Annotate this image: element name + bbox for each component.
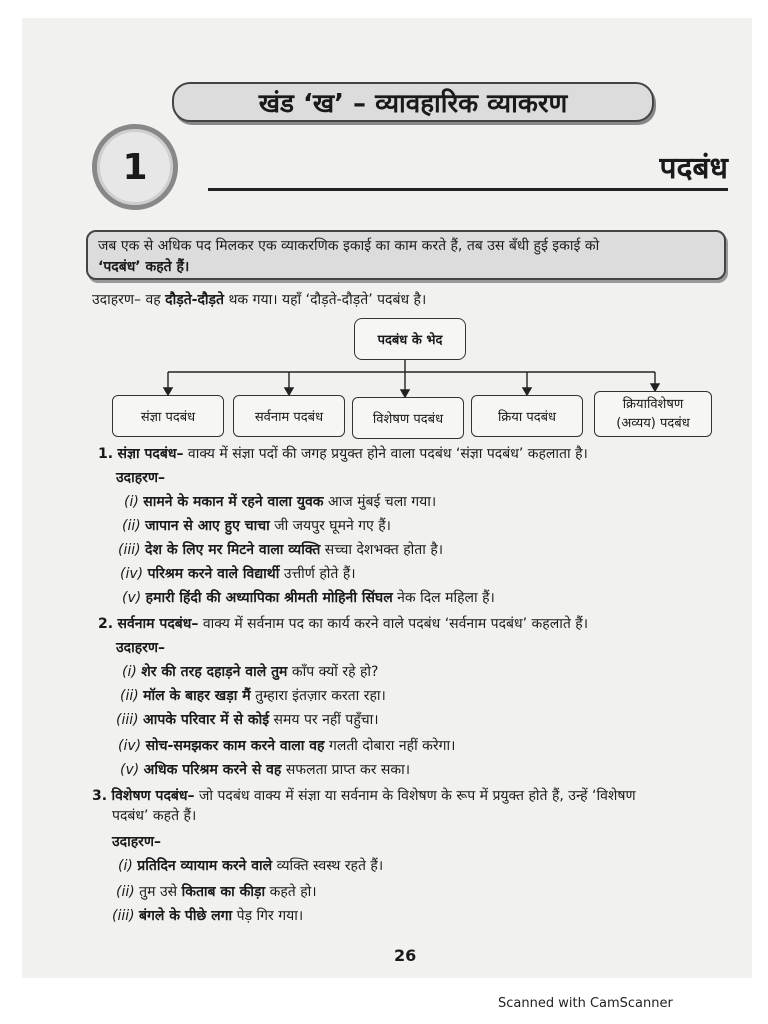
ex-rest: काँप क्यों रहे हो? (291, 664, 379, 680)
ex-bold: जापान से आए हुए चाचा (145, 518, 270, 534)
roman: (v) (122, 590, 142, 606)
roman: (ii) (116, 884, 135, 900)
ex-rest: गलती दोबारा नहीं करेगा। (328, 738, 456, 754)
kriyavisheshan-line-1: क्रियाविशेषण (622, 397, 684, 412)
ex-bold: किताब का कीड़ा (181, 884, 266, 900)
section-3-heading (92, 786, 636, 806)
kriyavisheshan-line-2: (अव्यय) पदबंध (616, 416, 690, 431)
roman: (ii) (122, 518, 141, 534)
ex-rest: तुम उसे (139, 884, 178, 900)
chapter-title: पदबंध (659, 151, 728, 186)
roman: (iv) (120, 566, 144, 582)
s1-example-5 (122, 588, 495, 608)
ex-bold: सामने के मकान में रहने वाला युवक (143, 494, 324, 510)
example-bold: दौड़ते-दौड़ते (165, 292, 225, 308)
ex-bold: अधिक परिश्रम करने से वह (143, 762, 282, 778)
ex-rest: जी जयपुर घूमने गए हैं। (274, 518, 391, 534)
section-1-examples-label: उदाहरण– (116, 470, 166, 486)
ex-rest: उत्तीर्ण होते हैं। (283, 566, 356, 582)
roman: (iii) (116, 712, 139, 728)
hierarchy-child-visheshan: विशेषण पदबंध (352, 397, 464, 439)
ex-bold: देश के लिए मर मिटने वाला व्यक्ति (145, 542, 321, 558)
roman: (i) (122, 664, 137, 680)
example-label: उदाहरण– (92, 292, 142, 308)
ex-bold: परिश्रम करने वाले विद्यार्थी (147, 566, 280, 582)
roman: (i) (118, 858, 133, 874)
s1-example-1 (124, 492, 436, 512)
s1-example-2 (122, 516, 391, 536)
ex-bold: हमारी हिंदी की अध्यापिका श्रीमती मोहिनी सिंघल (145, 590, 393, 606)
section-1-term: संज्ञा पदबंध– (117, 446, 184, 462)
chapter-number-badge: 1 (92, 124, 178, 210)
section-2-num: 2. (98, 616, 114, 632)
ex-rest-2: कहते हो। (269, 884, 317, 900)
ex-bold: शेर की तरह दहाड़ने वाले तुम (141, 664, 288, 680)
definition-line-1: जब एक से अधिक पद मिलकर एक व्याकरणिक इकाई का काम करते हैं, तब उस बँधी हुई इकाई को (98, 238, 600, 254)
page-number: 26 (394, 946, 417, 965)
hierarchy-child-sangya: संज्ञा पदबंध (112, 395, 224, 437)
example-pre: वह (145, 292, 161, 308)
ex-bold: मॉल के बाहर खड़ा मैं (143, 688, 251, 704)
roman: (iii) (118, 542, 141, 558)
section-2-examples-label: उदाहरण– (116, 640, 166, 656)
section-1-heading (98, 444, 588, 464)
hierarchy-root: पदबंध के भेद (354, 318, 466, 360)
s1-example-4 (120, 564, 356, 584)
roman: (iii) (112, 908, 135, 924)
section-3-text: जो पदबंध वाक्य में संज्ञा या सर्वनाम के विशेषण के रूप में प्रयुक्त होते हैं, उन्हें ‘विशेषण (198, 788, 636, 804)
example-post: थक गया। यहाँ ‘दौड़ते-दौड़ते’ पदबंध है। (228, 292, 427, 308)
ex-rest: सच्चा देशभक्त होता है। (324, 542, 444, 558)
section-3-text-cont: पदबंध’ कहते हैं। (112, 808, 197, 824)
ex-rest: समय पर नहीं पहुँचा। (273, 712, 379, 728)
s2-example-1 (122, 662, 378, 682)
s3-example-2 (116, 882, 317, 902)
ex-rest: नेक दिल महिला हैं। (397, 590, 495, 606)
ex-rest: तुम्हारा इंतज़ार करता रहा। (255, 688, 386, 704)
s2-example-4 (118, 736, 455, 756)
hierarchy-child-kriyavisheshan (594, 391, 712, 437)
section-3-term: विशेषण पदबंध– (111, 788, 195, 804)
section-1-text: वाक्य में संज्ञा पदों की जगह प्रयुक्त होने वाला पदबंध ‘संज्ञा पदबंध’ कहलाता है। (187, 446, 588, 462)
ex-bold: आपके परिवार में से कोई (143, 712, 270, 728)
section-3-num: 3. (92, 788, 108, 804)
roman: (ii) (120, 688, 139, 704)
section-2-heading (98, 614, 588, 634)
section-2-text: वाक्य में सर्वनाम पद का कार्य करने वाले पदबंध ‘सर्वनाम पदबंध’ कहलाते हैं। (202, 616, 589, 632)
roman: (i) (124, 494, 139, 510)
s2-example-3 (116, 710, 379, 730)
ex-bold: सोच-समझकर काम करने वाला वह (145, 738, 325, 754)
s1-example-3 (118, 540, 443, 560)
ex-rest: व्यक्ति स्वस्थ रहते हैं। (276, 858, 384, 874)
section-1-num: 1. (98, 446, 114, 462)
s2-example-5 (120, 760, 410, 780)
roman: (v) (120, 762, 140, 778)
scanner-watermark: Scanned with CamScanner (498, 996, 673, 1011)
s3-example-1 (118, 856, 383, 876)
hierarchy-child-sarvanam: सर्वनाम पदबंध (233, 395, 345, 437)
roman: (iv) (118, 738, 142, 754)
section-3-examples-label: उदाहरण– (112, 834, 162, 850)
section-2-term: सर्वनाम पदबंध– (117, 616, 199, 632)
definition-line-2: ‘पदबंध’ कहते हैं। (98, 259, 190, 275)
ex-bold: प्रतिदिन व्यायाम करने वाले (137, 858, 273, 874)
ex-rest: सफलता प्राप्त कर सका। (285, 762, 411, 778)
section-banner: खंड ‘ख’ – व्यावहारिक व्याकरण (172, 82, 654, 122)
s2-example-2 (120, 686, 386, 706)
hierarchy-child-kriya: क्रिया पदबंध (471, 395, 583, 437)
ex-rest: आज मुंबई चला गया। (327, 494, 437, 510)
ex-rest: पेड़ गिर गया। (236, 908, 304, 924)
ex-bold: बंगले के पीछे लगा (139, 908, 233, 924)
s3-example-3 (112, 906, 303, 926)
